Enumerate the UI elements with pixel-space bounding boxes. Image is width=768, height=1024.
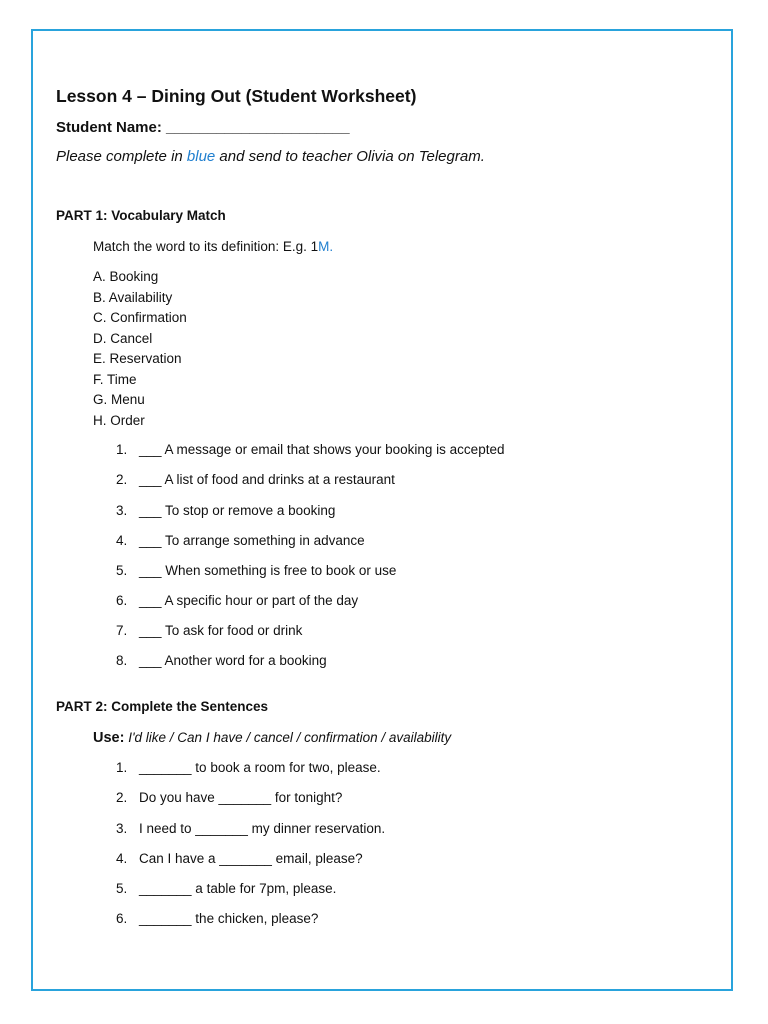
part1-intro-example: M.	[318, 239, 334, 254]
sentence-item	[116, 881, 336, 896]
definition-number: 1.	[116, 442, 128, 457]
definition-number: 6.	[116, 593, 128, 608]
definition-text: ___ A specific hour or part of the day	[139, 593, 359, 608]
word-item: E. Reservation	[93, 351, 182, 366]
sentence-text: _______ to book a room for two, please.	[139, 760, 381, 775]
definition-number: 5.	[116, 563, 128, 578]
definition-item	[116, 593, 358, 608]
definition-text: ___ Another word for a booking	[139, 653, 327, 668]
definition-text: ___ A list of food and drinks at a restaurant	[139, 472, 395, 487]
definition-item	[116, 653, 327, 668]
sentence-number: 1.	[116, 760, 128, 775]
definition-text: ___ To ask for food or drink	[139, 623, 303, 638]
definition-number: 4.	[116, 533, 128, 548]
sentence-text: Can I have a _______ email, please?	[139, 851, 363, 866]
sentence-text: _______ the chicken, please?	[139, 911, 319, 926]
definition-text: ___ A message or email that shows your booking is accepted	[139, 442, 505, 457]
part1-intro-text: Match the word to its definition: E.g. 1	[93, 239, 319, 254]
use-label: Use:	[93, 730, 125, 746]
word-item: B. Availability	[93, 290, 173, 305]
instruction-text-end: and send to teacher Olivia on Telegram.	[215, 148, 485, 165]
sentence-number: 6.	[116, 911, 128, 926]
part1-intro	[93, 239, 333, 254]
definition-text: ___ When something is free to book or use	[139, 563, 397, 578]
word-item: H. Order	[93, 413, 145, 428]
definition-item	[116, 503, 335, 518]
definition-number: 8.	[116, 653, 128, 668]
part2-use-line	[93, 730, 451, 746]
word-item: C. Confirmation	[93, 310, 187, 325]
word-item: D. Cancel	[93, 331, 153, 346]
sentence-item	[116, 760, 381, 775]
definition-number: 2.	[116, 472, 128, 487]
definition-item	[116, 533, 365, 548]
sentence-number: 2.	[116, 790, 128, 805]
word-item: G. Menu	[93, 392, 145, 407]
sentence-text: Do you have _______ for tonight?	[139, 790, 343, 805]
instruction-line	[56, 148, 485, 165]
student-name-field: Student Name: ______________________	[56, 119, 350, 136]
sentence-number: 4.	[116, 851, 128, 866]
part2-heading: PART 2: Complete the Sentences	[56, 699, 269, 714]
sentence-item	[116, 911, 318, 926]
sentence-item	[116, 821, 385, 836]
definition-number: 3.	[116, 503, 128, 518]
use-word-bank: I'd like / Can I have / cancel / confirmation / availability	[128, 730, 452, 745]
definition-item	[116, 472, 395, 487]
sentence-item	[116, 851, 363, 866]
sentence-item	[116, 790, 342, 805]
definition-number: 7.	[116, 623, 128, 638]
sentence-text: _______ a table for 7pm, please.	[139, 881, 337, 896]
sentence-number: 3.	[116, 821, 128, 836]
sentence-number: 5.	[116, 881, 128, 896]
sentence-text: I need to _______ my dinner reservation.	[139, 821, 386, 836]
instruction-blue-word: blue	[186, 148, 216, 165]
word-item: F. Time	[93, 372, 137, 387]
part1-heading: PART 1: Vocabulary Match	[56, 208, 226, 223]
instruction-text: Please complete in	[56, 148, 187, 165]
worksheet-title: Lesson 4 – Dining Out (Student Worksheet)	[56, 86, 417, 106]
word-item: A. Booking	[93, 269, 159, 284]
definition-text: ___ To arrange something in advance	[139, 533, 365, 548]
definition-item	[116, 563, 396, 578]
definition-item	[116, 442, 504, 457]
definition-text: ___ To stop or remove a booking	[139, 503, 336, 518]
definition-item	[116, 623, 302, 638]
